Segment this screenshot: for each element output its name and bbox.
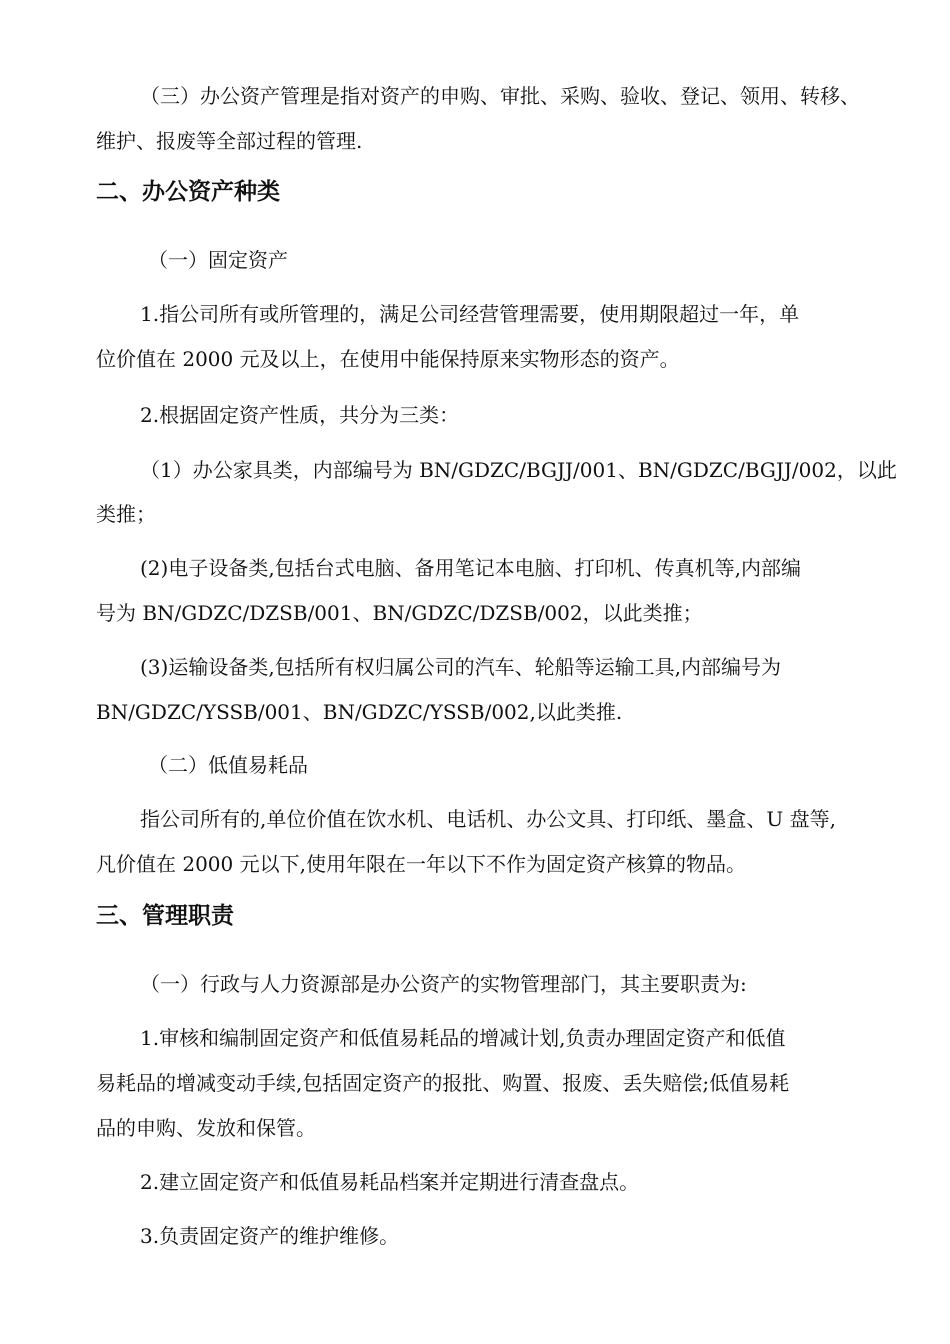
section-heading-asset-types: 二、办公资产种类: [96, 179, 280, 205]
paragraph-furniture-line-2: 类推；: [96, 502, 156, 526]
paragraph-duty-2: 2.建立固定资产和低值易耗品档案并定期进行清查盘点。: [140, 1170, 640, 1194]
paragraph-admin-dept: （一）行政与人力资源部是办公资产的实物管理部门，其主要职责为:: [140, 972, 747, 996]
section-heading-responsibilities: 三、管理职责: [96, 903, 234, 929]
paragraph-scope-line-1: （三）办公资产管理是指对资产的申购、审批、采购、验收、登记、领用、转移、: [140, 84, 860, 108]
paragraph-scope-line-2: 维护、报废等全部过程的管理.: [96, 129, 363, 153]
paragraph-duty-3: 3.负责固定资产的维护维修。: [140, 1224, 400, 1248]
paragraph-duty-1-line-1: 1.审核和编制固定资产和低值易耗品的增减计划,负责办理固定资产和低值: [140, 1026, 786, 1050]
paragraph-electronics-line-1: (2)电子设备类,包括台式电脑、备用笔记本电脑、打印机、传真机等,内部编: [140, 556, 802, 580]
subheading-fixed-assets: （一）固定资产: [148, 248, 288, 272]
paragraph-fixed-def-line-1: 1.指公司所有或所管理的，满足公司经营管理需要，使用期限超过一年，单: [140, 302, 800, 326]
paragraph-duty-1-line-2: 易耗品的增减变动手续,包括固定资产的报批、购置、报废、丢失赔偿;低值易耗: [96, 1071, 790, 1095]
subheading-low-value-items: （二）低值易耗品: [148, 753, 308, 777]
paragraph-low-value-line-2: 凡价值在 2000 元以下,使用年限在一年以下不作为固定资产核算的物品。: [96, 852, 746, 876]
paragraph-transport-line-2: BN/GDZC/YSSB/001、BN/GDZC/YSSB/002,以此类推.: [96, 700, 623, 724]
paragraph-transport-line-1: (3)运输设备类,包括所有权归属公司的汽车、轮船等运输工具,内部编号为: [140, 655, 782, 679]
paragraph-fixed-types: 2.根据固定资产性质，共分为三类：: [140, 403, 460, 427]
paragraph-fixed-def-line-2: 位价值在 2000 元及以上，在使用中能保持原来实物形态的资产。: [96, 347, 680, 371]
paragraph-low-value-line-1: 指公司所有的,单位价值在饮水机、电话机、办公文具、打印纸、墨盒、U 盘等,: [140, 807, 836, 831]
paragraph-duty-1-line-3: 品的申购、发放和保管。: [96, 1116, 316, 1140]
paragraph-furniture-line-1: （1）办公家具类，内部编号为 BN/GDZC/BGJJ/001、BN/GDZC/BGJJ/002，以此: [140, 458, 897, 482]
paragraph-electronics-line-2: 号为 BN/GDZC/DZSB/001、BN/GDZC/DZSB/002，以此类推；: [96, 601, 703, 625]
